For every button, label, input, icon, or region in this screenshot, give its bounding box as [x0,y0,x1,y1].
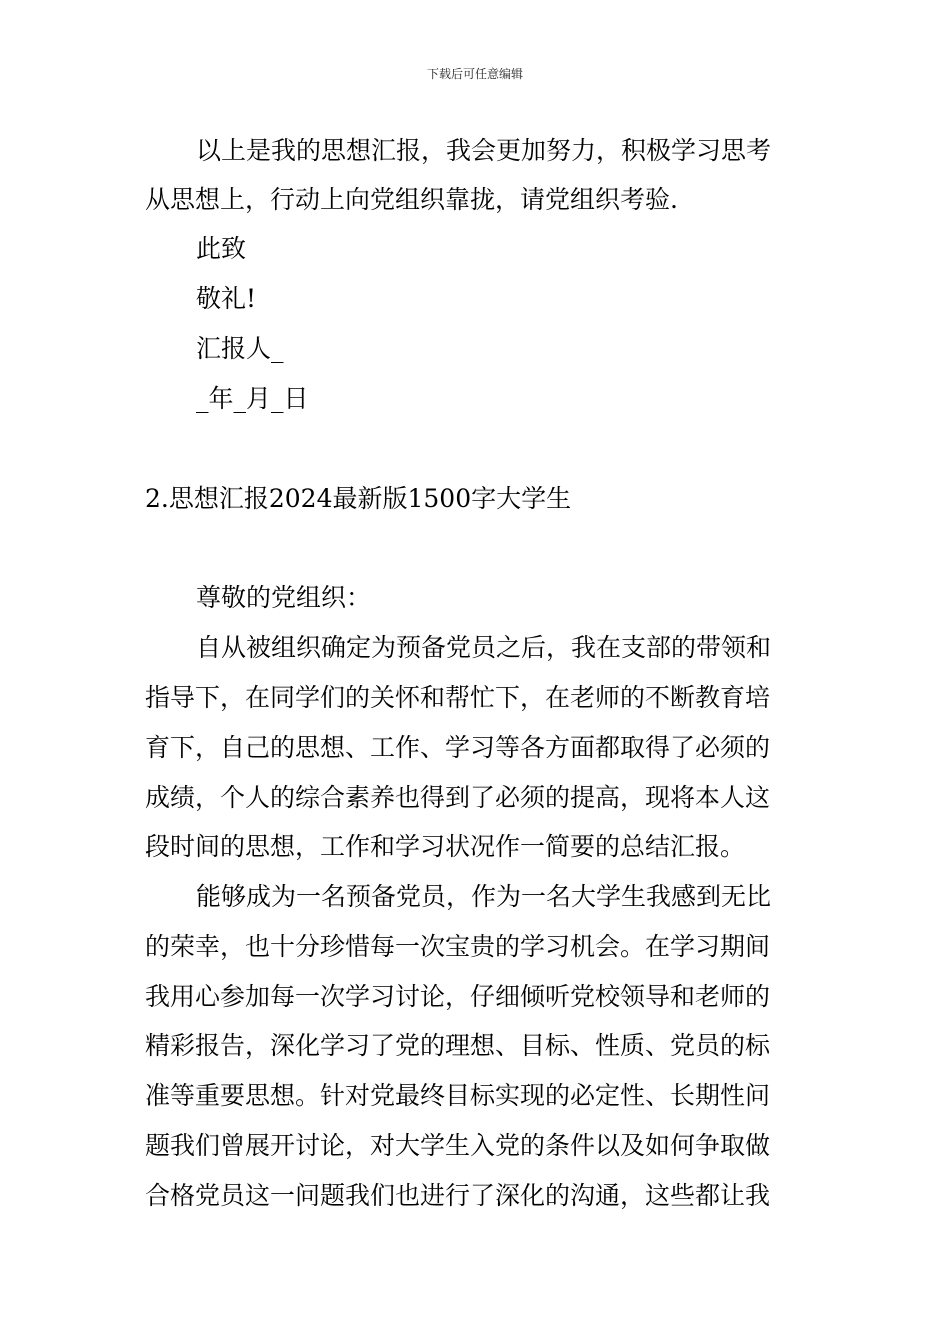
body-text-line: 成绩，个人的综合素养也得到了必须的提高，现将本人这 [145,783,771,812]
closing-text: 敬礼! [196,284,257,313]
body-text-line: 能够成为一名预备党员，作为一名大学生我感到无比 [196,882,772,911]
body-text-line: 自从被组织确定为预备党员之后，我在支部的带领和 [196,633,772,662]
body-text-line: 以上是我的思想汇报，我会更加努力，积极学习思考 [196,136,772,165]
body-text-line: 题我们曾展开讨论，对大学生入党的条件以及如何争取做 [145,1131,771,1160]
page-header: 下载后可任意编辑 [426,67,523,81]
salutation: 尊敬的党组织： [196,583,372,612]
body-text-line: 精彩报告，深化学习了党的理想、目标、性质、党员的标 [145,1031,771,1060]
body-text-line: 的荣幸，也十分珍惜每一次宝贵的学习机会。在学习期间 [145,932,771,961]
body-text-line: 指导下，在同学们的关怀和帮忙下，在老师的不断教育培 [145,683,771,712]
body-text-line: 育下，自己的思想、工作、学习等各方面都取得了必须的 [145,733,771,762]
body-text-line: 我用心参加每一次学习讨论，仔细倾听党校领导和老师的 [145,982,771,1011]
body-text-line: 段时间的思想，工作和学习状况作一简要的总结汇报。 [145,832,746,861]
report-date: _年_月_日 [196,384,309,413]
body-text-line: 准等重要思想。针对党最终目标实现的必定性、长期性问 [145,1081,771,1110]
section-title: 2.思想汇报2024最新版1500字大学生 [145,484,572,513]
closing-text: 此致 [196,234,247,263]
body-text-line: 从思想上，行动上向党组织靠拢，请党组织考验. [145,185,678,214]
body-text-line: 合格党员这一问题我们也进行了深化的沟通，这些都让我 [145,1181,771,1210]
reporter-signature: 汇报人_ [196,334,284,363]
